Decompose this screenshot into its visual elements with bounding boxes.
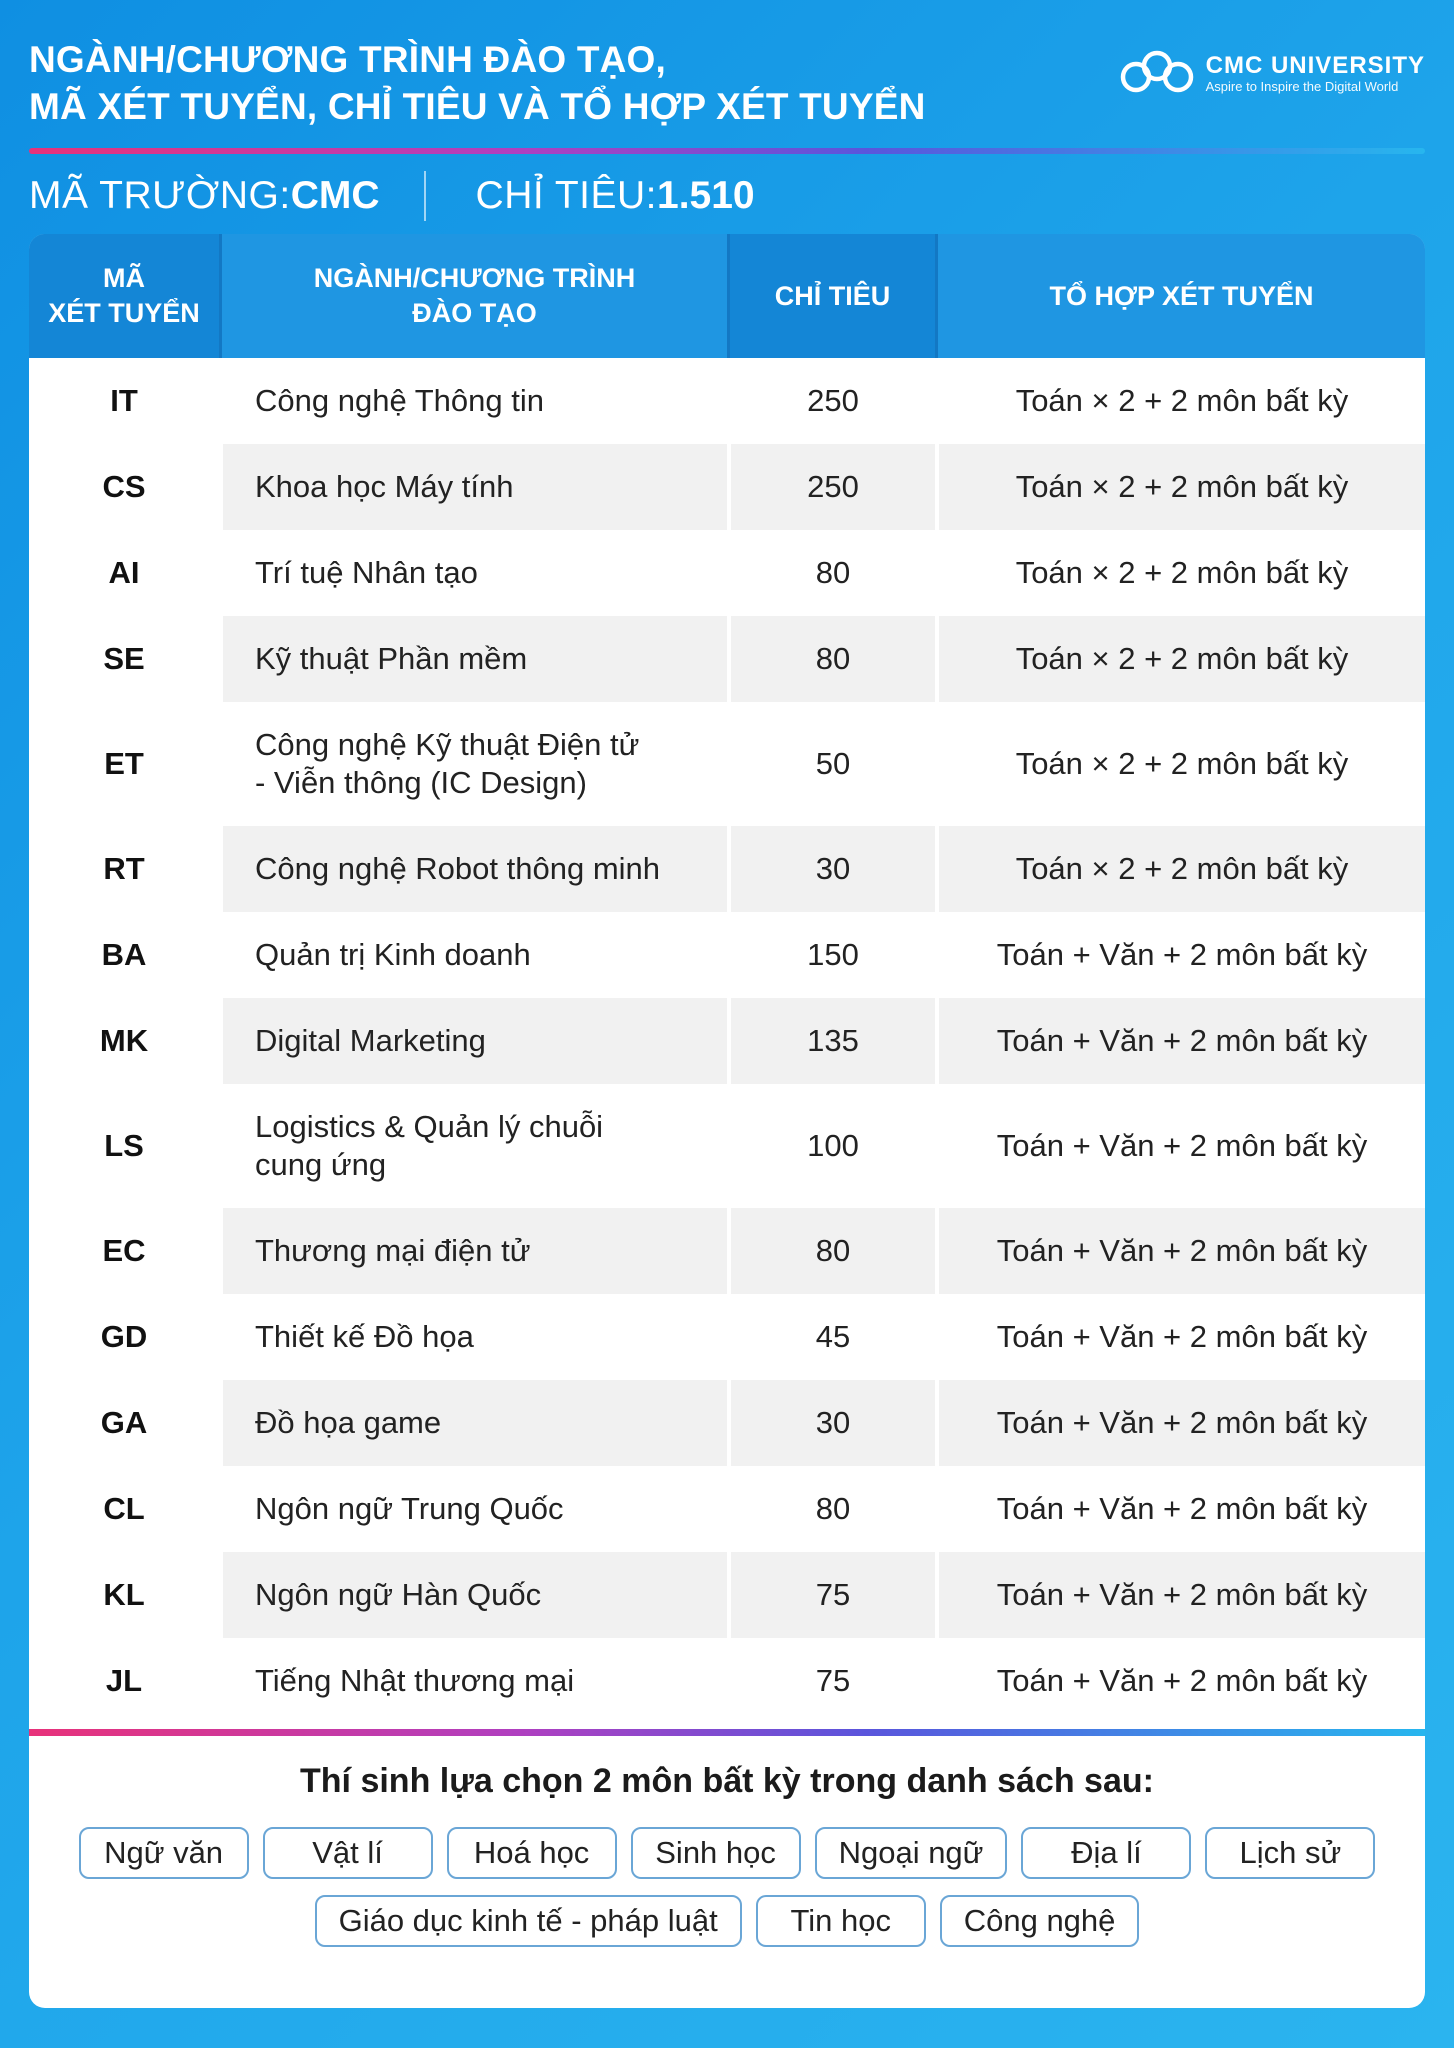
cell-program: Công nghệ Robot thông minh — [219, 826, 727, 912]
header-program — [219, 234, 727, 358]
cell-quota: 75 — [727, 1638, 935, 1724]
header-combination — [935, 234, 1425, 358]
meta-divider — [424, 171, 426, 221]
cell-quota: 250 — [727, 444, 935, 530]
header-line: MÃ — [103, 263, 145, 293]
cell-combination: Toán + Văn + 2 môn bất kỳ — [935, 1466, 1425, 1552]
cell-program-line: cung ứng — [255, 1147, 387, 1182]
header-line: XÉT TUYỂN — [48, 298, 200, 328]
cell-quota: 50 — [727, 702, 935, 826]
cell-combination: Toán × 2 + 2 môn bất kỳ — [935, 358, 1425, 444]
table-row — [29, 358, 1425, 444]
subject-chip: Vật lí — [263, 1827, 433, 1879]
subject-chip: Hoá học — [447, 1827, 617, 1879]
cell-combination: Toán × 2 + 2 môn bất kỳ — [935, 826, 1425, 912]
page-title-line2: MÃ XÉT TUYỂN, CHỈ TIÊU VÀ TỔ HỢP XÉT TUYỂN — [29, 86, 926, 127]
cell-program: Kỹ thuật Phần mềm — [219, 616, 727, 702]
subject-chip: Ngoại ngữ — [815, 1827, 1008, 1879]
cell-quota: 80 — [727, 616, 935, 702]
subject-chip: Ngữ văn — [79, 1827, 249, 1879]
page-title-line1: NGÀNH/CHƯƠNG TRÌNH ĐÀO TẠO, — [29, 39, 667, 80]
cell-program: Tiếng Nhật thương mại — [219, 1638, 727, 1724]
cell-quota: 80 — [727, 1208, 935, 1294]
cell-combination: Toán + Văn + 2 môn bất kỳ — [935, 998, 1425, 1084]
cell-program: Công nghệ Thông tin — [219, 358, 727, 444]
table-header — [29, 234, 1425, 358]
divider-gradient-bottom — [29, 1729, 1425, 1736]
subject-section-title: Thí sinh lựa chọn 2 môn bất kỳ trong danh sách sau: — [300, 1762, 1154, 1800]
subject-chip: Địa lí — [1021, 1827, 1191, 1879]
cell-code: RT — [103, 851, 145, 886]
page-header — [29, 36, 1425, 136]
subject-chip: Sinh học — [631, 1827, 801, 1879]
cell-code: SE — [103, 641, 145, 676]
cell-code: JL — [29, 1638, 219, 1724]
cell-program: Thiết kế Đồ họa — [219, 1294, 727, 1380]
cell-code: BA — [29, 912, 219, 998]
cell-quota: 250 — [727, 358, 935, 444]
table-row — [29, 444, 1425, 530]
cell-combination: Toán + Văn + 2 môn bất kỳ — [935, 1208, 1425, 1294]
cmc-logo-icon — [1118, 46, 1196, 102]
cell-combination: Toán × 2 + 2 môn bất kỳ — [935, 530, 1425, 616]
cell-combination: Toán + Văn + 2 môn bất kỳ — [935, 1294, 1425, 1380]
cell-code: AI — [29, 530, 219, 616]
cell-quota: 80 — [727, 1466, 935, 1552]
brand-slogan: Aspire to Inspire the Digital World — [1205, 79, 1399, 94]
subject-section — [29, 1740, 1425, 1947]
cell-code: IT — [29, 358, 219, 444]
cell-quota: 30 — [727, 826, 935, 912]
cell-code: CL — [29, 1466, 219, 1552]
subject-chip: Công nghệ — [940, 1895, 1140, 1947]
cell-program: Ngôn ngữ Trung Quốc — [219, 1466, 727, 1552]
brand-name: CMC UNIVERSITY — [1205, 52, 1425, 79]
school-code-value: CMC — [290, 174, 380, 217]
subject-chip-list — [77, 1827, 1377, 1947]
table-row — [29, 1380, 1425, 1466]
cell-quota: 135 — [727, 998, 935, 1084]
subject-chip: Lịch sử — [1205, 1827, 1375, 1879]
table-row — [29, 1208, 1425, 1294]
cell-program: Quản trị Kinh doanh — [219, 912, 727, 998]
cell-code: EC — [102, 1233, 146, 1268]
cell-code: ET — [29, 702, 219, 826]
table-row — [29, 702, 1425, 826]
cell-quota: 75 — [727, 1552, 935, 1638]
cell-combination: Toán × 2 + 2 môn bất kỳ — [935, 444, 1425, 530]
header-line: NGÀNH/CHƯƠNG TRÌNH — [313, 263, 636, 293]
cell-combination: Toán + Văn + 2 môn bất kỳ — [935, 1552, 1425, 1638]
table-row — [29, 912, 1425, 998]
cell-program: Đồ họa game — [219, 1380, 727, 1466]
cell-quota: 150 — [727, 912, 935, 998]
quota-total-value: 1.510 — [657, 174, 755, 217]
cell-combination: Toán + Văn + 2 môn bất kỳ — [935, 1638, 1425, 1724]
cell-code: MK — [99, 1023, 149, 1058]
cell-combination: Toán + Văn + 2 môn bất kỳ — [935, 1084, 1425, 1208]
table-row — [29, 1466, 1425, 1552]
divider-gradient-top — [29, 148, 1425, 154]
header-code — [29, 234, 219, 358]
table-row — [29, 1294, 1425, 1380]
header-program-label — [314, 261, 635, 331]
cell-quota: 80 — [727, 530, 935, 616]
cell-program-line: - Viễn thông (IC Design) — [255, 765, 587, 800]
cell-quota: 100 — [727, 1084, 935, 1208]
cell-code: CS — [102, 469, 146, 504]
subject-chip: Tin học — [756, 1895, 926, 1947]
cell-code: LS — [29, 1084, 219, 1208]
cell-code: KL — [103, 1577, 145, 1612]
cell-program: Ngôn ngữ Hàn Quốc — [219, 1552, 727, 1638]
cell-combination: Toán × 2 + 2 môn bất kỳ — [935, 616, 1425, 702]
table-row — [29, 1552, 1425, 1638]
cell-combination: Toán + Văn + 2 môn bất kỳ — [935, 1380, 1425, 1466]
table-row — [29, 998, 1425, 1084]
cell-quota: 45 — [727, 1294, 935, 1380]
cell-program: Thương mại điện tử — [219, 1208, 727, 1294]
header-quota-label: CHỈ TIÊU — [774, 280, 891, 311]
header-quota — [727, 234, 935, 358]
cell-code: GA — [100, 1405, 148, 1440]
brand — [1118, 46, 1425, 102]
table-row — [29, 1638, 1425, 1724]
cell-program-line: Logistics & Quản lý chuỗi — [255, 1109, 604, 1144]
header-line: ĐÀO TẠO — [412, 298, 537, 328]
cell-program — [219, 702, 727, 826]
cell-program-line: Công nghệ Kỹ thuật Điện tử — [255, 727, 640, 762]
school-meta — [29, 168, 755, 224]
table-row — [29, 1084, 1425, 1208]
subject-chip: Giáo dục kinh tế - pháp luật — [315, 1895, 742, 1947]
table-body — [29, 358, 1425, 1724]
cell-program — [219, 1084, 727, 1208]
header-combination-label: TỔ HỢP XÉT TUYỂN — [1049, 280, 1314, 311]
cell-program: Digital Marketing — [219, 998, 727, 1084]
cell-program: Trí tuệ Nhân tạo — [219, 530, 727, 616]
table-row — [29, 616, 1425, 702]
table-row — [29, 530, 1425, 616]
cell-combination: Toán + Văn + 2 môn bất kỳ — [935, 912, 1425, 998]
cell-program: Khoa học Máy tính — [219, 444, 727, 530]
cell-combination: Toán × 2 + 2 môn bất kỳ — [935, 702, 1425, 826]
school-code-label: MÃ TRƯỜNG: — [29, 174, 291, 217]
header-code-label — [48, 261, 200, 331]
cell-quota: 30 — [727, 1380, 935, 1466]
quota-label: CHỈ TIÊU: — [475, 174, 657, 217]
cell-code: GD — [29, 1294, 219, 1380]
table-row — [29, 826, 1425, 912]
